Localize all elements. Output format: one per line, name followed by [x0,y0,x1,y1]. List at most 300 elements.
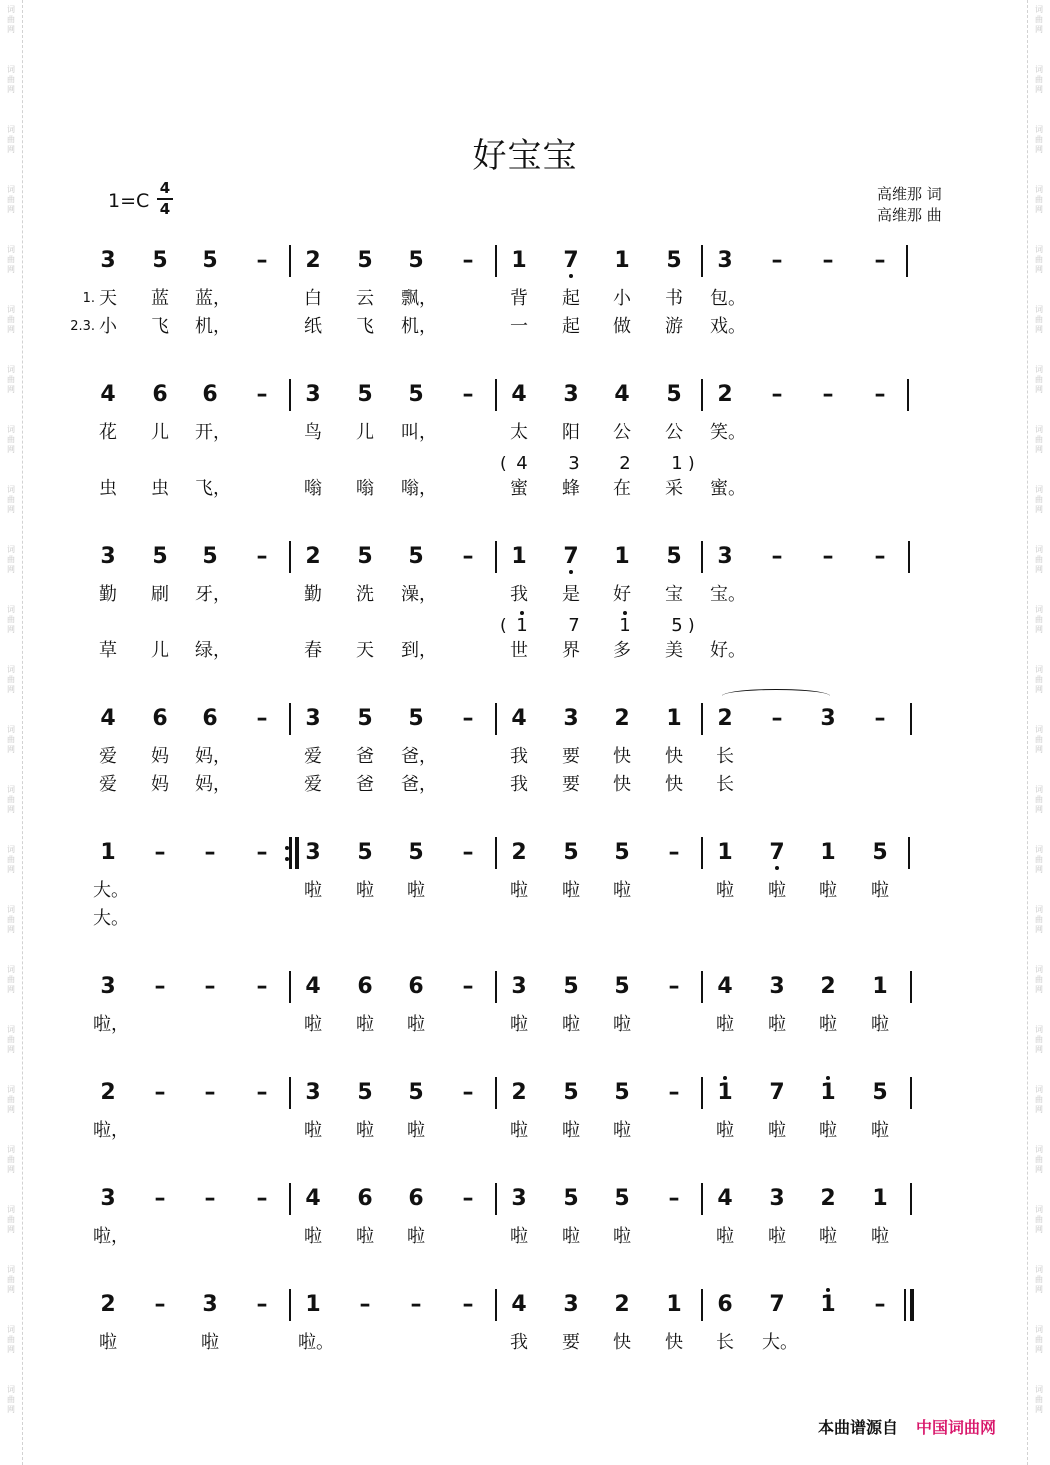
watermark-text: 词 曲 网 [1035,1385,1043,1414]
note: 3 [820,706,836,731]
lyric-syllable: 啦 [356,1226,374,1247]
barline [701,1183,703,1215]
alt-paren-close: ) [688,454,695,474]
lyric-syllable: 要 [562,1332,580,1353]
lyricist-credit: 高维那 词 [877,185,942,203]
watermark-text: 词 曲 网 [1035,125,1043,154]
lyric-syllable: 快 [613,1332,631,1353]
barline [701,703,703,735]
lyric-syllable: 机， [401,316,437,337]
note: 3 [100,544,116,569]
watermark-text: 词 曲 网 [1035,305,1043,334]
watermark-text: 词 曲 网 [1035,245,1043,274]
note: 7 [769,1292,785,1317]
note: 4 [305,974,321,999]
time-signature-bottom: 4 [159,200,171,218]
lyric-syllable: 长 [716,1332,734,1353]
note: 3 [563,1292,579,1317]
note: 4 [100,382,116,407]
lyric-syllable: 要 [562,774,580,795]
lyric-syllable: 啦 [871,880,889,901]
lyric-syllable: 太 [510,422,528,443]
note: 3 [511,974,527,999]
lyric-syllable: 书 [665,288,683,309]
lyric-syllable: 啦， [93,1014,129,1035]
alt-note: 1 [610,616,640,636]
dash: – [462,706,474,731]
time-signature [157,180,173,218]
final-barline-thin [904,1289,906,1321]
watermark-text: 词 曲 网 [1035,365,1043,394]
watermark-text: 词 曲 网 [1035,1325,1043,1354]
barline [289,1289,291,1321]
lyric-syllable: 叫， [401,422,437,443]
dash: – [822,382,834,407]
lyric-syllable: 天 [99,288,117,309]
lyric-syllable: 好。 [710,640,746,661]
note: 2 [100,1292,116,1317]
watermark-text: 词 曲 网 [7,965,15,994]
watermark-text: 词 曲 网 [7,785,15,814]
lower-octave-dot [569,570,573,574]
lyric-syllable: 啦。 [298,1332,334,1353]
lyric-syllable: 啦 [356,1014,374,1035]
barline [495,703,497,735]
dash: – [462,248,474,273]
lyric-syllable: 啦 [562,1120,580,1141]
lyric-syllable: 啦 [716,1014,734,1035]
barline [289,1077,291,1109]
note: 1 [614,544,630,569]
dash: – [462,382,474,407]
dash: – [771,382,783,407]
note: 2 [305,248,321,273]
lyric-syllable: 蜜 [510,478,528,499]
lyric-syllable: 我 [510,774,528,795]
watermark-text: 词 曲 网 [7,245,15,274]
lyric-syllable: 做 [613,316,631,337]
lyric-syllable: 啦 [768,1014,786,1035]
dash: – [771,544,783,569]
note: 3 [769,974,785,999]
lyric-syllable: 啦 [613,1226,631,1247]
lyric-syllable: 儿 [151,422,169,443]
note: 2 [717,382,733,407]
note: 5 [666,544,682,569]
note: 1 [305,1292,321,1317]
lyric-syllable: 啦 [613,880,631,901]
note: 4 [305,1186,321,1211]
watermark-text: 词 曲 网 [7,1205,15,1234]
dash: – [668,974,680,999]
lyric-syllable: 儿 [356,422,374,443]
lyric-syllable: 啦 [562,1226,580,1247]
watermark-text: 词 曲 网 [7,185,15,214]
lyric-syllable: 界 [562,640,580,661]
lyric-syllable: 戏。 [710,316,746,337]
left-watermark-strip [0,0,23,1465]
lyric-syllable: 啦 [819,1014,837,1035]
lyric-syllable: 要 [562,746,580,767]
lyric-syllable: 啦 [99,1332,117,1353]
dash: – [204,840,216,865]
lyric-syllable: 游 [665,316,683,337]
note: 6 [408,974,424,999]
note: 5 [563,1186,579,1211]
dash: – [874,544,886,569]
lyric-syllable: 背 [510,288,528,309]
note: 1 [511,544,527,569]
dash: – [256,706,268,731]
lyric-syllable: 啦 [407,880,425,901]
lyric-syllable: 勤 [99,584,117,605]
lyric-syllable: 一 [510,316,528,337]
lyric-syllable: 啦， [93,1226,129,1247]
watermark-text: 词 曲 网 [7,65,15,94]
barline [701,971,703,1003]
note: 1 [820,840,836,865]
note: 3 [305,706,321,731]
watermark-text: 词 曲 网 [7,1385,15,1414]
watermark-text: 词 曲 网 [7,1325,15,1354]
watermark-text: 词 曲 网 [7,845,15,874]
note: 5 [152,544,168,569]
note: 1 [614,248,630,273]
lyric-syllable: 蓝， [195,288,231,309]
note: 2 [614,706,630,731]
alt-paren-open: ( [500,454,507,474]
watermark-text: 词 曲 网 [7,5,15,34]
lyric-syllable: 飘， [401,288,437,309]
note: 5 [408,840,424,865]
lyric-syllable: 我 [510,1332,528,1353]
note: 4 [717,1186,733,1211]
repeat-dots [285,857,289,861]
lyric-syllable: 美 [665,640,683,661]
lyric-syllable: 爸 [356,746,374,767]
final-barline-thick [910,1289,914,1321]
barline [289,541,291,573]
watermark-text: 词 曲 网 [7,665,15,694]
lyric-syllable: 蜜。 [710,478,746,499]
lyric-syllable: 嗡 [356,478,374,499]
dash: – [256,1292,268,1317]
lyric-syllable: 啦 [819,880,837,901]
composer-credit: 高维那 曲 [877,206,942,224]
right-watermark-strip [1027,0,1050,1465]
lyric-syllable: 大。 [93,908,129,929]
dash: – [874,382,886,407]
lyric-syllable: 公 [613,422,631,443]
lyric-syllable: 啦 [407,1014,425,1035]
dash: – [256,974,268,999]
lyric-syllable: 到， [401,640,437,661]
note: 6 [202,706,218,731]
dash: – [874,706,886,731]
note: 1 [816,1081,840,1105]
watermark-text: 词 曲 网 [7,905,15,934]
lyric-syllable: 多 [613,640,631,661]
dash: – [771,248,783,273]
dash: – [874,1292,886,1317]
lyric-syllable: 妈， [195,746,231,767]
note: 6 [357,974,373,999]
lyric-syllable: 嗡， [401,478,437,499]
note: 1 [666,1292,682,1317]
lyric-syllable: 勤 [304,584,322,605]
watermark-text: 词 曲 网 [1035,65,1043,94]
lyric-syllable: 是 [562,584,580,605]
dash: – [154,840,166,865]
barline-end [907,379,909,411]
barline [495,1183,497,1215]
lyric-syllable: 春 [304,640,322,661]
lyric-syllable: 澡， [401,584,437,605]
note: 1 [100,840,116,865]
note: 4 [511,706,527,731]
lyric-syllable: 快 [665,1332,683,1353]
barline-end [906,245,908,277]
dash: – [154,1186,166,1211]
lyric-syllable: 蜂 [562,478,580,499]
lyric-syllable: 云 [356,288,374,309]
lyric-syllable: 啦 [716,880,734,901]
lyric-syllable: 啦 [356,1120,374,1141]
source-label: 本曲谱源自 [818,1418,899,1437]
lyric-syllable: 嗡 [304,478,322,499]
lyric-syllable: 爸 [356,774,374,795]
note: 6 [408,1186,424,1211]
dash: – [204,1186,216,1211]
lyric-syllable: 大。 [762,1332,798,1353]
note: 5 [872,1080,888,1105]
lyric-syllable: 啦 [510,1014,528,1035]
lyric-syllable: 虫 [99,478,117,499]
note: 2 [820,974,836,999]
lyric-syllable: 啦 [562,1014,580,1035]
dash: – [256,382,268,407]
lyric-syllable: 儿 [151,640,169,661]
lyric-syllable: 啦 [304,880,322,901]
watermark-text: 词 曲 网 [1035,185,1043,214]
note: 3 [717,248,733,273]
barline [289,971,291,1003]
note: 5 [357,840,373,865]
note: 1 [717,840,733,865]
lyric-syllable: 快 [613,774,631,795]
barline [495,837,497,869]
note: 3 [305,840,321,865]
note: 5 [872,840,888,865]
barline-end [910,971,912,1003]
note: 5 [357,382,373,407]
lyric-syllable: 宝。 [710,584,746,605]
note: 3 [511,1186,527,1211]
lyric-syllable: 开， [195,422,231,443]
lyric-syllable: 啦 [201,1332,219,1353]
lyric-syllable: 啦， [93,1120,129,1141]
lyric-syllable: 快 [665,774,683,795]
note: 3 [100,1186,116,1211]
note: 5 [408,248,424,273]
note: 5 [357,1080,373,1105]
note: 7 [765,841,789,865]
note: 3 [305,1080,321,1105]
barline-end [908,541,910,573]
note: 5 [202,248,218,273]
dash: – [154,1292,166,1317]
lyric-syllable: 洗 [356,584,374,605]
note: 3 [305,382,321,407]
verse-number: 1. [82,291,95,306]
watermark-text: 词 曲 网 [1035,845,1043,874]
note: 4 [511,1292,527,1317]
dash: – [256,1080,268,1105]
note: 4 [614,382,630,407]
lyric-syllable: 妈 [151,774,169,795]
watermark-text: 词 曲 网 [1035,1085,1043,1114]
note: 5 [666,248,682,273]
lyric-syllable: 爸， [401,746,437,767]
watermark-text: 词 曲 网 [7,485,15,514]
watermark-text: 词 曲 网 [1035,905,1043,934]
watermark-text: 词 曲 网 [7,305,15,334]
barline [701,379,703,411]
note: 7 [559,249,583,273]
dash: – [410,1292,422,1317]
repeat-barline-thick [295,837,299,869]
note: 4 [717,974,733,999]
note: 5 [357,248,373,273]
note: 1 [816,1293,840,1317]
lyric-syllable: 啦 [407,1120,425,1141]
dash: – [256,544,268,569]
lyric-syllable: 啦 [304,1226,322,1247]
lyric-syllable: 爱 [99,774,117,795]
lyric-syllable: 包。 [710,288,746,309]
watermark-text: 词 曲 网 [1035,725,1043,754]
upper-octave-dot [826,1076,830,1080]
note: 2 [305,544,321,569]
note: 1 [713,1081,737,1105]
barline [495,245,497,277]
lyric-syllable: 公 [665,422,683,443]
note: 2 [614,1292,630,1317]
watermark-text: 词 曲 网 [7,1025,15,1054]
note: 5 [408,382,424,407]
note: 2 [100,1080,116,1105]
song-title: 好宝宝 [472,136,578,176]
note: 5 [614,1080,630,1105]
note: 3 [563,706,579,731]
alt-note: 3 [568,453,580,474]
lyric-syllable: 白 [304,288,322,309]
note: 5 [357,706,373,731]
note: 5 [408,544,424,569]
note: 5 [408,706,424,731]
note: 3 [769,1186,785,1211]
watermark-text: 词 曲 网 [1035,545,1043,574]
dash: – [256,840,268,865]
lyric-syllable: 起 [562,288,580,309]
lyric-syllable: 啦 [613,1014,631,1035]
alt-paren-open: ( [500,616,507,636]
upper-octave-dot [520,611,524,615]
watermark-text: 词 曲 网 [7,1145,15,1174]
dash: – [462,1292,474,1317]
watermark-text: 词 曲 网 [1035,485,1043,514]
watermark-text: 词 曲 网 [7,725,15,754]
lyric-syllable: 在 [613,478,631,499]
lyric-syllable: 天 [356,640,374,661]
dash: – [359,1292,371,1317]
lyric-syllable: 飞， [195,478,231,499]
upper-octave-dot [723,1076,727,1080]
note: 5 [666,382,682,407]
dash: – [822,248,834,273]
note: 5 [152,248,168,273]
note: 4 [511,382,527,407]
note: 7 [559,545,583,569]
barline-end [908,837,910,869]
lyric-syllable: 啦 [613,1120,631,1141]
barline [289,703,291,735]
lyric-syllable: 牙， [195,584,231,605]
watermark-text: 词 曲 网 [7,605,15,634]
dash: – [154,1080,166,1105]
lyric-syllable: 飞 [356,316,374,337]
lyric-syllable: 草 [99,640,117,661]
barline [289,245,291,277]
dash: – [668,1080,680,1105]
watermark-text: 词 曲 网 [1035,605,1043,634]
lyric-syllable: 刷 [151,584,169,605]
repeat-dots [285,846,289,850]
barline [495,1289,497,1321]
alt-note: 5 [671,615,683,636]
note: 2 [511,840,527,865]
barline-end [910,1077,912,1109]
dash: – [462,974,474,999]
lyric-syllable: 啦 [356,880,374,901]
note: 1 [666,706,682,731]
upper-octave-dot [826,1288,830,1292]
lyric-syllable: 飞 [151,316,169,337]
verse-number: 2.3. [70,319,95,334]
note: 7 [769,1080,785,1105]
brand-link[interactable]: 中国词曲网 [916,1418,997,1437]
note: 3 [100,974,116,999]
note: 1 [872,974,888,999]
note: 6 [152,706,168,731]
lyric-syllable: 快 [665,746,683,767]
alt-note: 7 [568,615,580,636]
note: 6 [152,382,168,407]
lyric-syllable: 啦 [562,880,580,901]
watermark-text: 词 曲 网 [1035,425,1043,454]
alt-note: 1 [507,616,537,636]
dash: – [668,840,680,865]
tie-arc [722,689,830,703]
barline [289,1183,291,1215]
dash: – [204,974,216,999]
watermark-text: 词 曲 网 [1035,5,1043,34]
upper-octave-dot [623,611,627,615]
barline [289,379,291,411]
note: 2 [717,706,733,731]
lyric-syllable: 啦 [716,1226,734,1247]
dash: – [256,248,268,273]
